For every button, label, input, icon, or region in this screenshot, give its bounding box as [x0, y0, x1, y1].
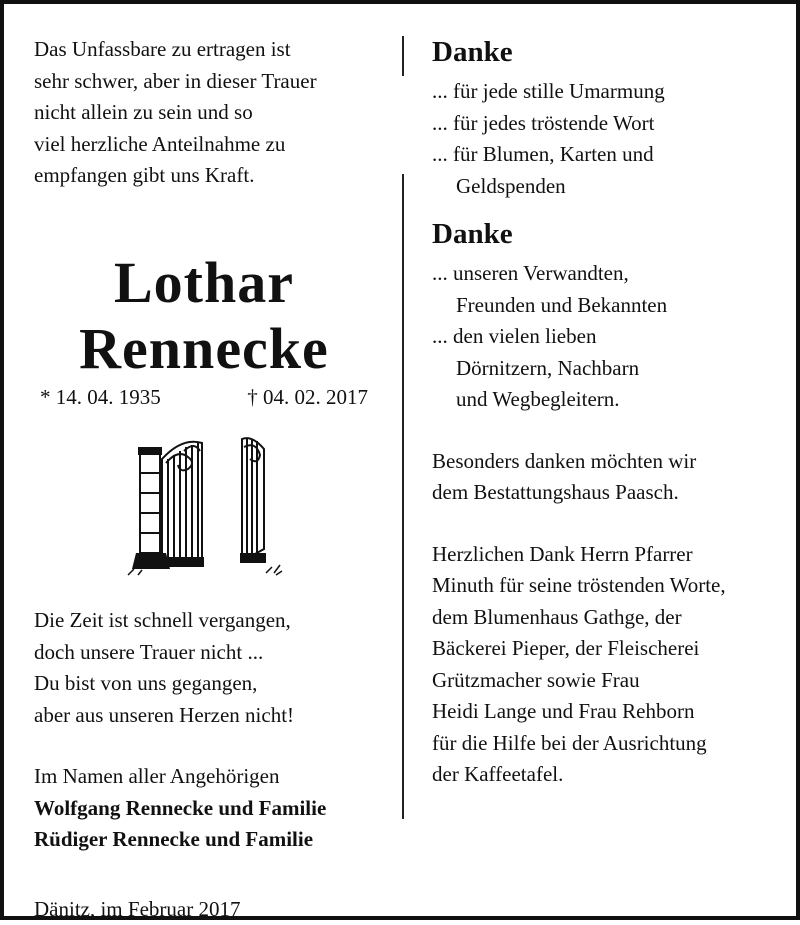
signature-family-1: Wolfgang Rennecke und Familie: [34, 793, 384, 825]
pastor-thanks: [432, 539, 782, 791]
signature-family-2: Rüdiger Rennecke und Familie: [34, 824, 384, 856]
deceased-last-name: Rennecke: [34, 316, 374, 382]
thanks-line: Dörnitzern, Nachbarn: [432, 353, 782, 385]
pastor-thanks-line: für die Hilfe bei der Ausrichtung: [432, 728, 782, 760]
life-dates: [34, 382, 374, 414]
thanks-heading-2: Danke: [432, 216, 782, 252]
intro-line: nicht allein zu sein und so: [34, 97, 384, 129]
poem: [34, 605, 384, 731]
open-cemetery-gate-icon: [126, 429, 286, 579]
pastor-thanks-line: Bäckerei Pieper, der Fleischerei: [432, 633, 782, 665]
intro-line: Das Unfassbare zu ertragen ist: [34, 34, 384, 66]
intro-line: viel herzliche Anteilnahme zu: [34, 129, 384, 161]
pastor-thanks-line: der Kaffeetafel.: [432, 759, 782, 791]
signature-block: [34, 761, 384, 856]
left-column: [34, 34, 384, 925]
birth-date: * 14. 04. 1935: [40, 382, 161, 414]
special-thanks: [432, 446, 782, 509]
deceased-name: [34, 250, 374, 382]
poem-line: doch unsere Trauer nicht ...: [34, 637, 384, 669]
thanks-line: Geldspenden: [432, 171, 782, 203]
death-date: † 04. 02. 2017: [247, 382, 368, 414]
intro-text: [34, 34, 384, 192]
pastor-thanks-line: Minuth für seine tröstenden Worte,: [432, 570, 782, 602]
right-column: [432, 34, 782, 791]
pastor-thanks-line: Heidi Lange und Frau Rehborn: [432, 696, 782, 728]
poem-line: Die Zeit ist schnell vergangen,: [34, 605, 384, 637]
poem-line: Du bist von uns gegangen,: [34, 668, 384, 700]
thanks-line: ... für jedes tröstende Wort: [432, 108, 782, 140]
special-thanks-line: Besonders danken möchten wir: [432, 446, 782, 478]
pastor-thanks-line: dem Blumenhaus Gathge, der: [432, 602, 782, 634]
intro-line: empfangen gibt uns Kraft.: [34, 160, 384, 192]
special-thanks-line: dem Bestattungshaus Paasch.: [432, 477, 782, 509]
thanks-line: ... unseren Verwandten,: [432, 258, 782, 290]
place-and-date: Dänitz, im Februar 2017: [34, 894, 384, 925]
thanks-line: ... für jede stille Umarmung: [432, 76, 782, 108]
pastor-thanks-line: Herzlichen Dank Herrn Pfarrer: [432, 539, 782, 571]
poem-line: aber aus unseren Herzen nicht!: [34, 700, 384, 732]
thanks-list-2: [432, 258, 782, 416]
signature-intro: Im Namen aller Angehörigen: [34, 761, 384, 793]
thanks-heading-1: Danke: [432, 34, 782, 70]
gate-illustration: [34, 429, 374, 579]
thanks-list-1: [432, 76, 782, 202]
column-divider-main: [402, 174, 404, 819]
thanks-line: ... für Blumen, Karten und: [432, 139, 782, 171]
thanks-line: Freunden und Bekannten: [432, 290, 782, 322]
thanks-line: und Wegbegleitern.: [432, 384, 782, 416]
intro-line: sehr schwer, aber in dieser Trauer: [34, 66, 384, 98]
column-divider-top: [402, 36, 404, 76]
thanks-line: ... den vielen lieben: [432, 321, 782, 353]
deceased-first-name: Lothar: [34, 250, 374, 316]
pastor-thanks-line: Grützmacher sowie Frau: [432, 665, 782, 697]
